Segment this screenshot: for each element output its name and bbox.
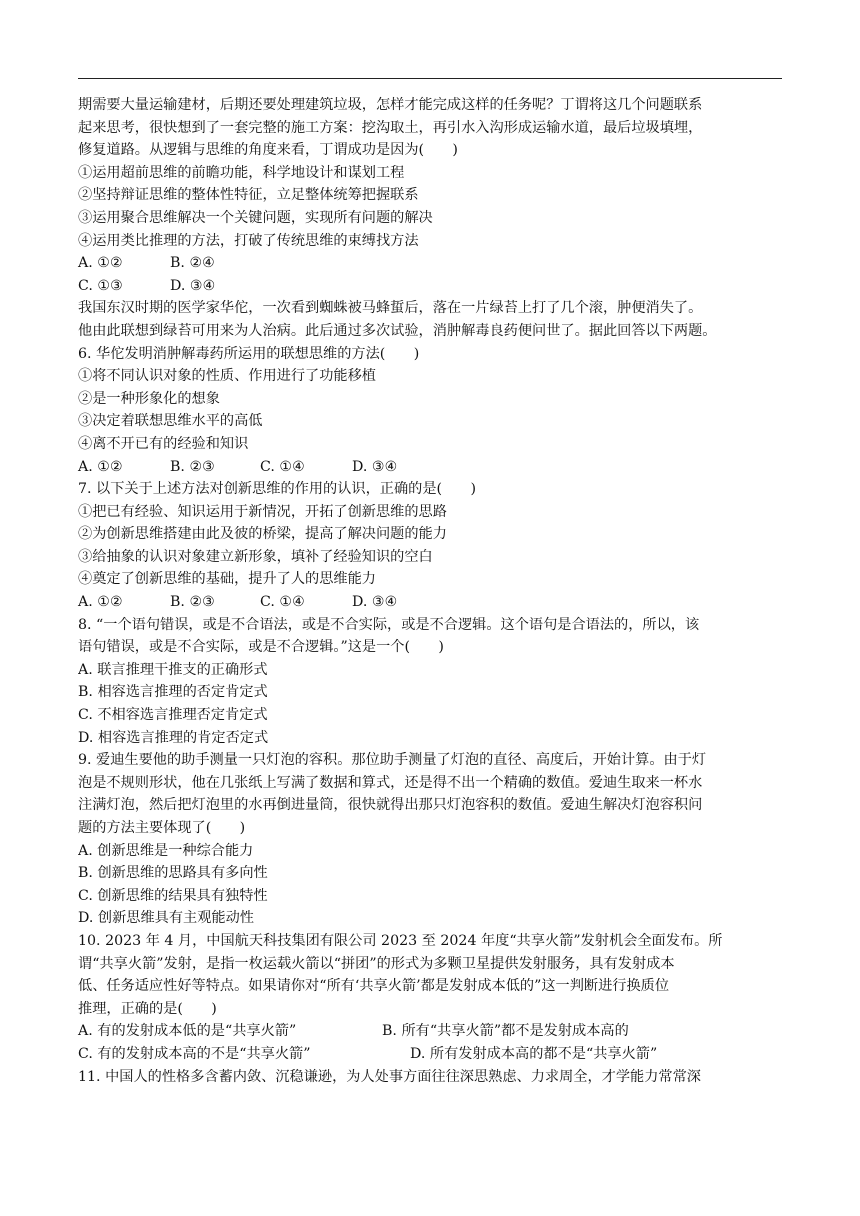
question-7 <box>78 478 782 614</box>
option-c[interactable]: C. 不相容选言推理否定肯定式 <box>78 707 268 724</box>
option-b[interactable]: B. ②③ <box>170 594 215 611</box>
question-stem: 谓“共享火箭”发射，是指一枚运载火箭以“拼团”的形式为多颗卫星提供发射服务，具有发射成本 <box>78 955 675 972</box>
statement: ④离不开已有的经验和知识 <box>78 435 249 452</box>
option-b[interactable]: B. 创新思维的思路具有多向性 <box>78 865 268 882</box>
option-a[interactable]: A. ①② <box>78 594 123 611</box>
statement: ②为创新思维搭建由此及彼的桥梁，提高了解决问题的能力 <box>78 526 447 543</box>
option-b[interactable]: B. 所有“共享火箭”都不是发射成本高的 <box>382 1023 629 1040</box>
question-stem: 11. 中国人的性格多含蓄内敛、沉稳谦逊，为人处事方面往往深思熟虑、力求周全，才学能力常常深 <box>78 1068 701 1085</box>
text-line: 他由此联想到绿苔可用来为人治病。此后通过多次试验，消肿解毒良药便问世了。据此回答以下两题。 <box>78 322 717 339</box>
statement: ④运用类比推理的方法，打破了传统思维的束缚找方法 <box>78 232 419 249</box>
statement: ②是一种形象化的想象 <box>78 390 220 407</box>
question-stem: 推理，正确的是( ) <box>78 1000 217 1017</box>
question-8 <box>78 614 782 750</box>
question-stem: 注满灯泡，然后把灯泡里的水再倒进量筒，很快就得出那只灯泡容积的数值。爱迪生解决灯泡容积问 <box>78 797 703 814</box>
exam-page <box>78 94 782 1088</box>
option-a[interactable]: A. ①② <box>78 458 123 475</box>
text-line: 起来思考，很快想到了一套完整的施工方案：挖沟取土，再引水入沟形成运输水道，最后垃圾填埋， <box>78 119 703 136</box>
option-b[interactable]: B. ②③ <box>170 458 215 475</box>
option-a[interactable]: A. ①② <box>78 255 123 272</box>
options-row <box>78 456 782 479</box>
question-stem: 题的方法主要体现了( ) <box>78 820 246 836</box>
header-rule <box>78 78 782 79</box>
option-a[interactable]: A. 有的发射成本低的是“共享火箭” <box>78 1023 297 1040</box>
question-stem: 10. 2023 年 4 月，中国航天科技集团有限公司 2023 至 2024 年度“共享火箭”发射机会全面发布。所 <box>78 932 723 949</box>
statement: ③运用聚合思维解决一个关键问题，实现所有问题的解决 <box>78 209 433 226</box>
question-6 <box>78 343 782 479</box>
question-9 <box>78 749 782 930</box>
option-c[interactable]: C. ①④ <box>260 594 305 611</box>
options-row <box>78 1043 782 1066</box>
question-stem: 7. 以下关于上述方法对创新思维的作用的认识，正确的是( ) <box>78 481 476 498</box>
option-a[interactable]: A. 创新思维是一种综合能力 <box>78 842 254 859</box>
question-stem: 语句错误，或是不合实际，或是不合逻辑。”这是一个( ) <box>78 639 444 656</box>
question-stem: 泡是不规则形状，他在几张纸上写满了数据和算式，还是得不出一个精确的数值。爱迪生取来一杯水 <box>78 774 703 791</box>
option-d[interactable]: D. ③④ <box>352 458 398 475</box>
text-line: 修复道路。从逻辑与思维的角度来看，丁谓成功是因为( ) <box>78 142 458 159</box>
statement: ②坚持辩证思维的整体性特征，立足整体统筹把握联系 <box>78 187 419 204</box>
option-c[interactable]: C. 有的发射成本高的不是“共享火箭” <box>78 1045 311 1062</box>
statement: ①将不同认识对象的性质、作用进行了功能移植 <box>78 368 376 385</box>
question-10 <box>78 930 782 1066</box>
options-row <box>78 591 782 614</box>
question-stem: 低、任务适应性好等特点。如果请你对“所有‘共享火箭’都是发射成本低的”这一判断进行换质位 <box>78 978 670 995</box>
option-a[interactable]: A. 联言推理干推支的正确形式 <box>78 661 268 678</box>
options-row <box>78 275 782 298</box>
options-row <box>78 1020 782 1043</box>
question-stem: 6. 华佗发明消肿解毒药所运用的联想思维的方法( ) <box>78 345 420 362</box>
option-b[interactable]: B. 相容选言推理的否定肯定式 <box>78 684 268 701</box>
statement: ①运用超前思维的前瞻功能，科学地设计和谋划工程 <box>78 164 405 181</box>
question-stem: 8. “一个语句错误，或是不合语法，或是不合实际，或是不合逻辑。这个语句是合语法的，所以，该 <box>78 616 700 633</box>
statement: ①把已有经验、知识运用于新情况，开拓了创新思维的思路 <box>78 503 447 520</box>
option-d[interactable]: D. ③④ <box>170 277 216 294</box>
option-d[interactable]: D. 所有发射成本高的都不是“共享火箭” <box>410 1045 658 1062</box>
text-line: 期需要大量运输建材，后期还要处理建筑垃圾，怎样才能完成这样的任务呢？丁谓将这几个问题联系 <box>78 97 703 113</box>
options-row <box>78 252 782 275</box>
option-d[interactable]: D. ③④ <box>352 594 398 611</box>
option-c[interactable]: C. ①④ <box>260 458 305 475</box>
text-line: 我国东汉时期的医学家华佗，一次看到蜘蛛被马蜂蜇后，落在一片绿苔上打了几个滚，肿便消失了。 <box>78 300 703 317</box>
question-stem: 9. 爱迪生要他的助手测量一只灯泡的容积。那位助手测量了灯泡的直径、高度后，开始计算。由于灯 <box>78 752 707 769</box>
option-c[interactable]: C. ①③ <box>78 277 123 294</box>
statement: ④奠定了创新思维的基础，提升了人的思维能力 <box>78 571 376 588</box>
question-11 <box>78 1066 782 1089</box>
option-b[interactable]: B. ②④ <box>170 255 215 272</box>
option-d[interactable]: D. 创新思维具有主观能动性 <box>78 910 254 927</box>
statement: ③决定着联想思维水平的高低 <box>78 413 263 430</box>
option-c[interactable]: C. 创新思维的结果具有独特性 <box>78 887 268 904</box>
reading-material <box>78 297 782 342</box>
q5-continuation <box>78 94 782 297</box>
option-d[interactable]: D. 相容选言推理的肯定否定式 <box>78 729 269 746</box>
statement: ③给抽象的认识对象建立新形象，填补了经验知识的空白 <box>78 548 433 565</box>
